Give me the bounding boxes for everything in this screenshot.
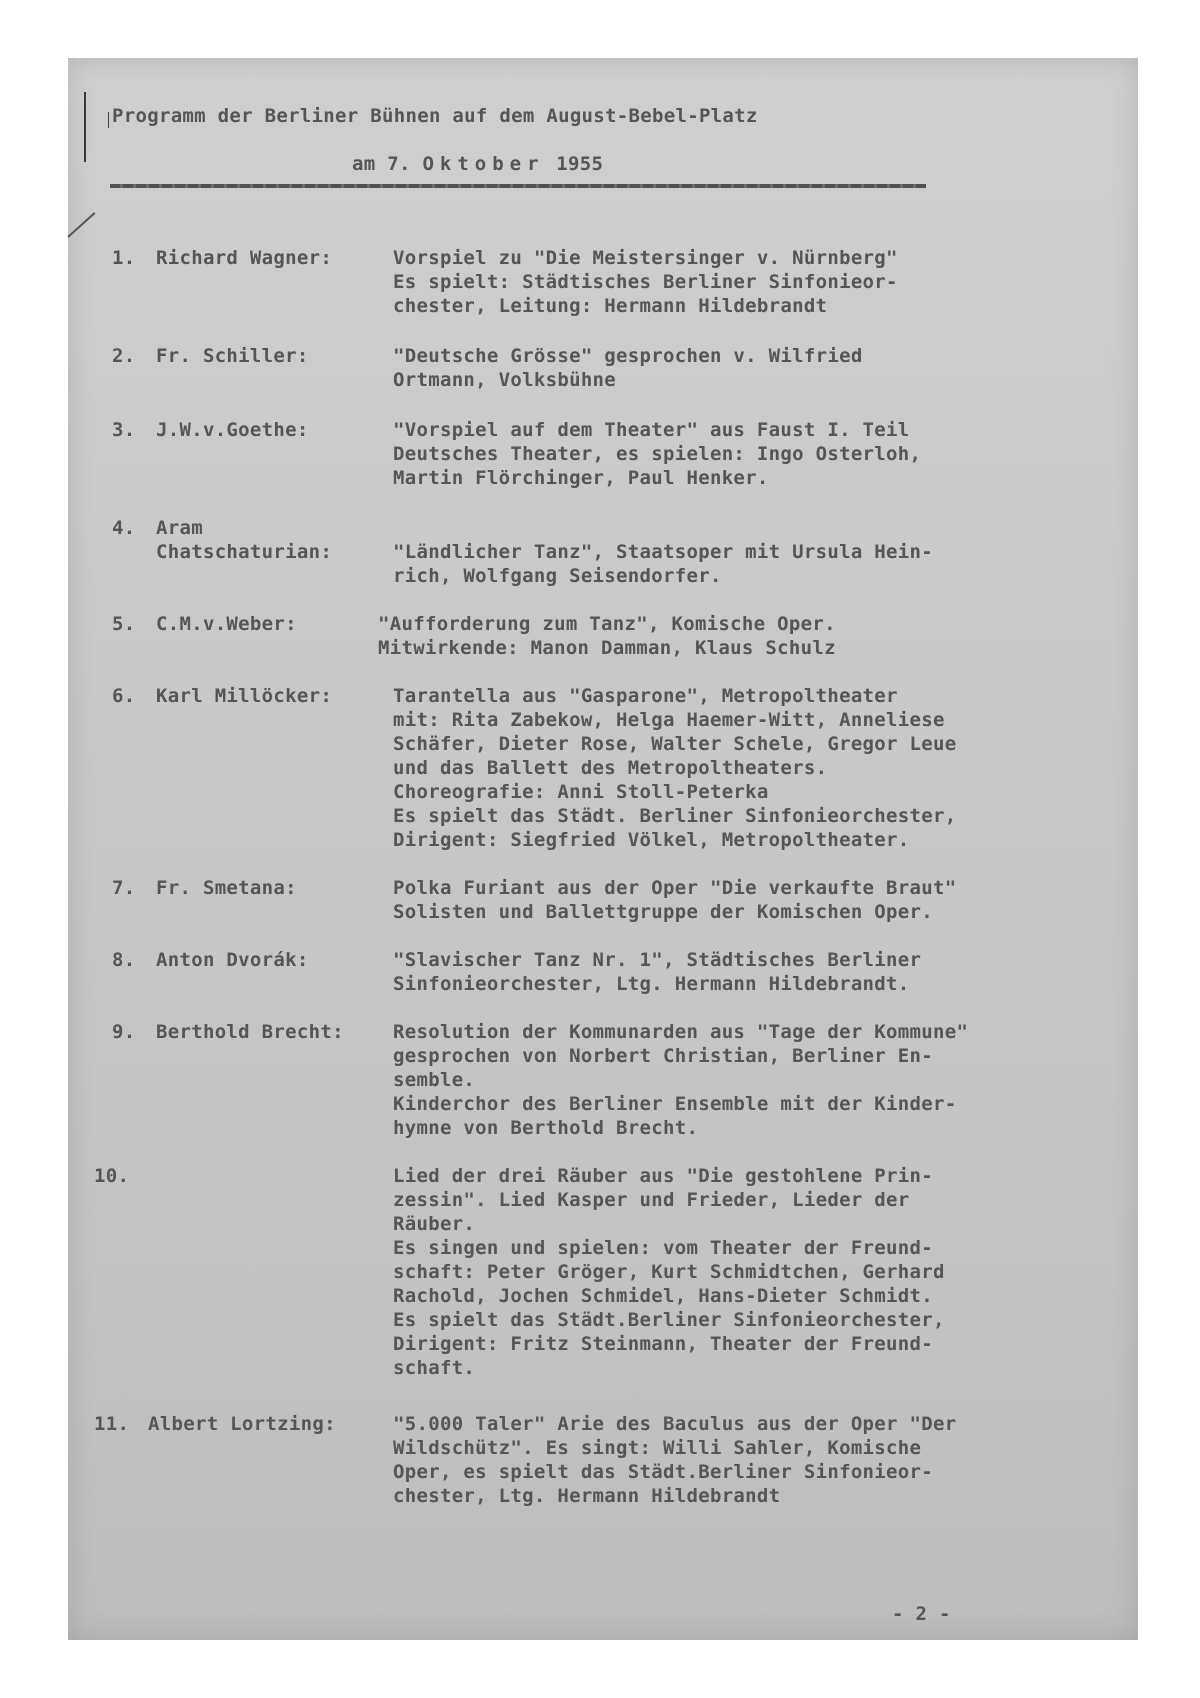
item-line: Dirigent: Fritz Steinmann, Theater der Freund- (393, 1333, 933, 1355)
item-composer-first-name: Aram (156, 517, 203, 539)
item-composer: Chatschaturian: (156, 541, 333, 563)
item-number: 6. (112, 685, 136, 707)
item-line: Lied der drei Räuber aus "Die gestohlene Prin- (393, 1165, 933, 1187)
item-line: Choreografie: Anni Stoll-Peterka (393, 781, 769, 803)
item-number: 8. (112, 949, 136, 971)
item-number: 7. (112, 877, 136, 899)
page-number: - 2 - (892, 1603, 951, 1625)
item-line: Deutsches Theater, es spielen: Ingo Osterloh, (393, 443, 922, 465)
item-number: 3. (112, 419, 136, 441)
item-line: rich, Wolfgang Seisendorfer. (393, 565, 722, 587)
item-line: Rachold, Jochen Schmidel, Hans-Dieter Schmidt. (393, 1285, 933, 1307)
title-underline (110, 184, 926, 188)
item-line: "Slavischer Tanz Nr. 1", Städtisches Berliner (393, 949, 922, 971)
item-composer: J.W.v.Goethe: (156, 419, 309, 441)
item-line: Mitwirkende: Manon Damman, Klaus Schulz (378, 637, 836, 659)
item-line: Martin Flörchinger, Paul Henker. (393, 467, 769, 489)
item-number: 10. (94, 1165, 130, 1187)
item-line: Es spielt: Städtisches Berliner Sinfonieor- (393, 271, 898, 293)
item-composer: Fr. Smetana: (156, 877, 297, 899)
item-line: Vorspiel zu "Die Meistersinger v. Nürnberg" (393, 247, 898, 269)
item-line: "Deutsche Grösse" gesprochen v. Wilfried (393, 345, 863, 367)
item-line: "Ländlicher Tanz", Staatsoper mit Ursula Hein- (393, 541, 933, 563)
item-line: Oper, es spielt das Städt.Berliner Sinfonieor- (393, 1461, 933, 1483)
item-line: semble. (393, 1069, 476, 1091)
document-title: Programm der Berliner Bühnen auf dem August-Bebel-Platz (112, 105, 758, 127)
item-line: chester, Ltg. Hermann Hildebrandt (393, 1485, 781, 1507)
item-line: Es spielt das Städt.Berliner Sinfonieorchester, (393, 1309, 945, 1331)
item-line: Kinderchor des Berliner Ensemble mit der Kinder- (393, 1093, 957, 1115)
item-line: schaft: Peter Gröger, Kurt Schmidtchen, Gerhard (393, 1261, 945, 1283)
item-composer: Albert Lortzing: (148, 1413, 336, 1435)
item-line: Schäfer, Dieter Rose, Walter Schele, Gregor Leue (393, 733, 957, 755)
item-line: zessin". Lied Kasper und Frieder, Lieder der (393, 1189, 910, 1211)
item-number: 11. (94, 1413, 130, 1435)
item-number: 1. (112, 247, 136, 269)
item-line: Es spielt das Städt. Berliner Sinfonieorchester, (393, 805, 957, 827)
item-line: gesprochen von Norbert Christian, Berliner En- (393, 1045, 933, 1067)
item-line: "Vorspiel auf dem Theater" aus Faust I. Teil (393, 419, 910, 441)
item-line: schaft. (393, 1357, 476, 1379)
item-number: 9. (112, 1021, 136, 1043)
date-year: 1955 (556, 153, 604, 175)
item-line: Resolution der Kommunarden aus "Tage der Kommune" (393, 1021, 969, 1043)
margin-pen-mark (84, 92, 86, 162)
document-date (352, 152, 603, 176)
item-line: Polka Furiant aus der Oper "Die verkaufte Braut" (393, 877, 957, 899)
item-line: mit: Rita Zabekow, Helga Haemer-Witt, Anneliese (393, 709, 945, 731)
item-number: 2. (112, 345, 136, 367)
item-line: Tarantella aus "Gasparone", Metropoltheater (393, 685, 898, 707)
item-composer: C.M.v.Weber: (156, 613, 297, 635)
item-line: Es singen und spielen: vom Theater der Freund- (393, 1237, 933, 1259)
item-line: Räuber. (393, 1213, 476, 1235)
item-line: Wildschütz". Es singt: Willi Sahler, Komische (393, 1437, 922, 1459)
item-line: Dirigent: Siegfried Völkel, Metropoltheater. (393, 829, 910, 851)
item-line: "Aufforderung zum Tanz", Komische Oper. (378, 613, 836, 635)
item-composer: Berthold Brecht: (156, 1021, 344, 1043)
item-number: 5. (112, 613, 136, 635)
date-month: Oktober (422, 153, 545, 175)
item-line: Solisten und Ballettgruppe der Komischen Oper. (393, 901, 933, 923)
item-composer: Karl Millöcker: (156, 685, 333, 707)
item-composer: Richard Wagner: (156, 247, 333, 269)
item-line: chester, Leitung: Hermann Hildebrandt (393, 295, 828, 317)
date-prefix: am 7. (352, 153, 411, 175)
item-number: 4. (112, 517, 136, 539)
item-line: und das Ballett des Metropoltheaters. (393, 757, 828, 779)
item-composer: Anton Dvorák: (156, 949, 309, 971)
item-line: "5.000 Taler" Arie des Baculus aus der Oper "Der (393, 1413, 957, 1435)
item-line: Ortmann, Volksbühne (393, 369, 617, 391)
item-composer: Fr. Schiller: (156, 345, 309, 367)
margin-pen-mark-small (108, 112, 109, 128)
item-line: Sinfonieorchester, Ltg. Hermann Hildebrandt. (393, 973, 910, 995)
item-line: hymne von Berthold Brecht. (393, 1117, 699, 1139)
